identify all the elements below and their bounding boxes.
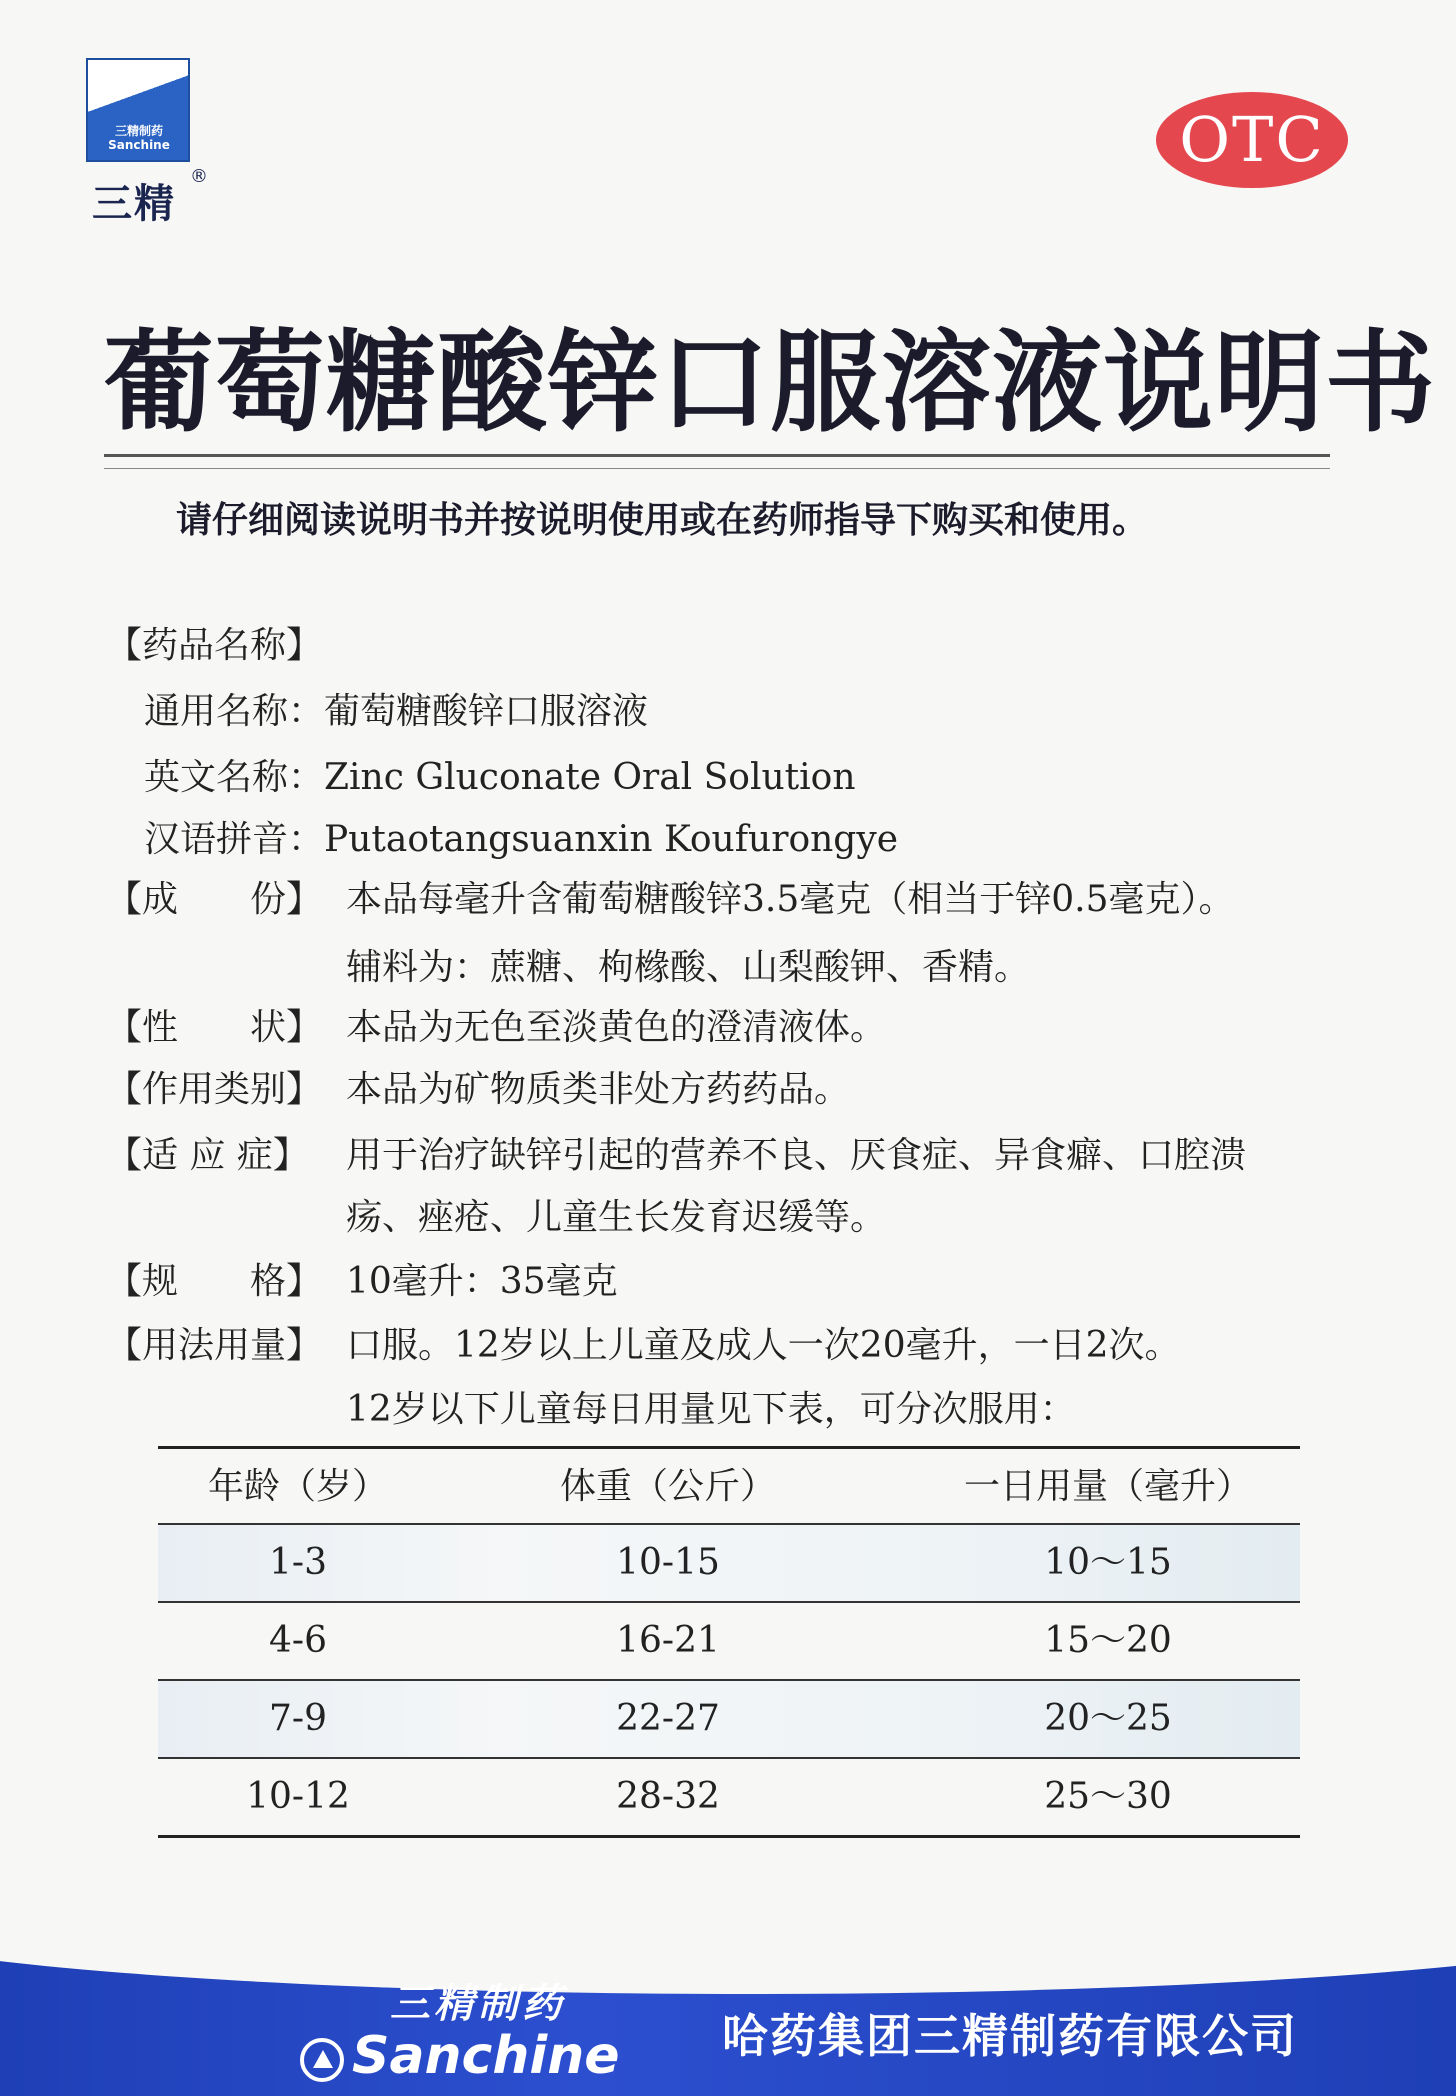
header-weight: 体重（公斤） bbox=[559, 1466, 776, 1507]
ingredients-label: 【成 份】 bbox=[106, 879, 323, 920]
footer-company-name: 哈药集团三精制药有限公司 bbox=[722, 2009, 1298, 2063]
spec-value: 10毫升：35毫克 bbox=[346, 1261, 618, 1302]
category-label: 【作用类别】 bbox=[106, 1069, 323, 1110]
pinyin-label: 汉语拼音： bbox=[144, 819, 325, 860]
brand-name: 三精 bbox=[92, 181, 176, 227]
document-title: 葡萄糖酸锌口服溶液说明书 bbox=[104, 319, 1436, 447]
logo-small-cn: 三精制药 bbox=[114, 124, 163, 138]
generic-name-value: 葡萄糖酸锌口服溶液 bbox=[324, 691, 649, 732]
registered-mark: ® bbox=[190, 166, 208, 187]
table-row bbox=[158, 1679, 1300, 1757]
age-cell: 10-12 bbox=[246, 1776, 350, 1817]
ingredients-line-2: 辅料为：蔗糖、枸橼酸、山梨酸钾、香精。 bbox=[346, 947, 1031, 988]
english-name-label: 英文名称： bbox=[144, 757, 325, 798]
pinyin-value: Putaotangsuanxin Koufurongye bbox=[324, 819, 898, 860]
weight-cell: 16-21 bbox=[616, 1620, 720, 1661]
appearance-label: 【性 状】 bbox=[106, 1007, 323, 1048]
dose-cell: 15～20 bbox=[1044, 1620, 1172, 1661]
dosage-line-1: 口服。12岁以上儿童及成人一次20毫升，一日2次。 bbox=[346, 1325, 1181, 1366]
dose-cell: 10～15 bbox=[1044, 1542, 1172, 1583]
drug-name-heading: 【药品名称】 bbox=[106, 625, 323, 666]
title-divider-thin bbox=[104, 468, 1330, 469]
dose-cell: 25～30 bbox=[1044, 1776, 1172, 1817]
dose-cell: 20～25 bbox=[1044, 1698, 1172, 1739]
english-name-row bbox=[144, 752, 856, 804]
spec-label: 【规 格】 bbox=[106, 1261, 323, 1302]
footer-curve bbox=[0, 1944, 1456, 1994]
table-row bbox=[158, 1523, 1300, 1601]
brand-logo bbox=[86, 58, 190, 162]
appearance-value: 本品为无色至淡黄色的澄清液体。 bbox=[346, 1007, 887, 1048]
indications-line-2: 疡、痤疮、儿童生长发育迟缓等。 bbox=[346, 1197, 887, 1238]
weight-cell: 10-15 bbox=[616, 1542, 720, 1583]
english-name-value: Zinc Gluconate Oral Solution bbox=[324, 757, 856, 798]
header-daily-dose: 一日用量（毫升） bbox=[963, 1466, 1252, 1507]
footer-logo-icon bbox=[300, 2038, 344, 2082]
header-age: 年龄（岁） bbox=[207, 1466, 388, 1507]
usage-notice: 请仔细阅读说明书并按说明使用或在药师指导下购买和使用。 bbox=[176, 500, 1149, 541]
age-cell: 1-3 bbox=[269, 1542, 327, 1583]
logo-caption bbox=[94, 124, 184, 152]
otc-badge: OTC bbox=[1156, 92, 1348, 188]
table-header-row bbox=[158, 1446, 1300, 1523]
dosage-label: 【用法用量】 bbox=[106, 1325, 323, 1366]
generic-name-label: 通用名称： bbox=[144, 691, 325, 732]
dosage-table bbox=[158, 1446, 1300, 1838]
table-row bbox=[158, 1601, 1300, 1679]
table-row bbox=[158, 1757, 1300, 1838]
footer-brand-en: Sanchine bbox=[352, 2026, 620, 2086]
age-cell: 4-6 bbox=[269, 1620, 327, 1661]
pinyin-row bbox=[144, 814, 898, 866]
logo-small-en: Sanchine bbox=[108, 138, 170, 152]
generic-name-row bbox=[144, 686, 648, 738]
ingredients-line-1: 本品每毫升含葡萄糖酸锌3.5毫克（相当于锌0.5毫克）。 bbox=[346, 879, 1235, 920]
age-cell: 7-9 bbox=[269, 1698, 327, 1739]
category-value: 本品为矿物质类非处方药药品。 bbox=[346, 1069, 851, 1110]
title-divider bbox=[104, 454, 1330, 457]
weight-cell: 22-27 bbox=[616, 1698, 720, 1739]
dosage-line-2: 12岁以下儿童每日用量见下表，可分次服用： bbox=[346, 1389, 1076, 1430]
indications-label: 【适 应 症】 bbox=[106, 1135, 309, 1176]
indications-line-1: 用于治疗缺锌引起的营养不良、厌食症、异食癖、口腔溃 bbox=[346, 1135, 1247, 1176]
footer-brand-cn: 三精制药 bbox=[390, 1980, 566, 2027]
weight-cell: 28-32 bbox=[616, 1776, 720, 1817]
